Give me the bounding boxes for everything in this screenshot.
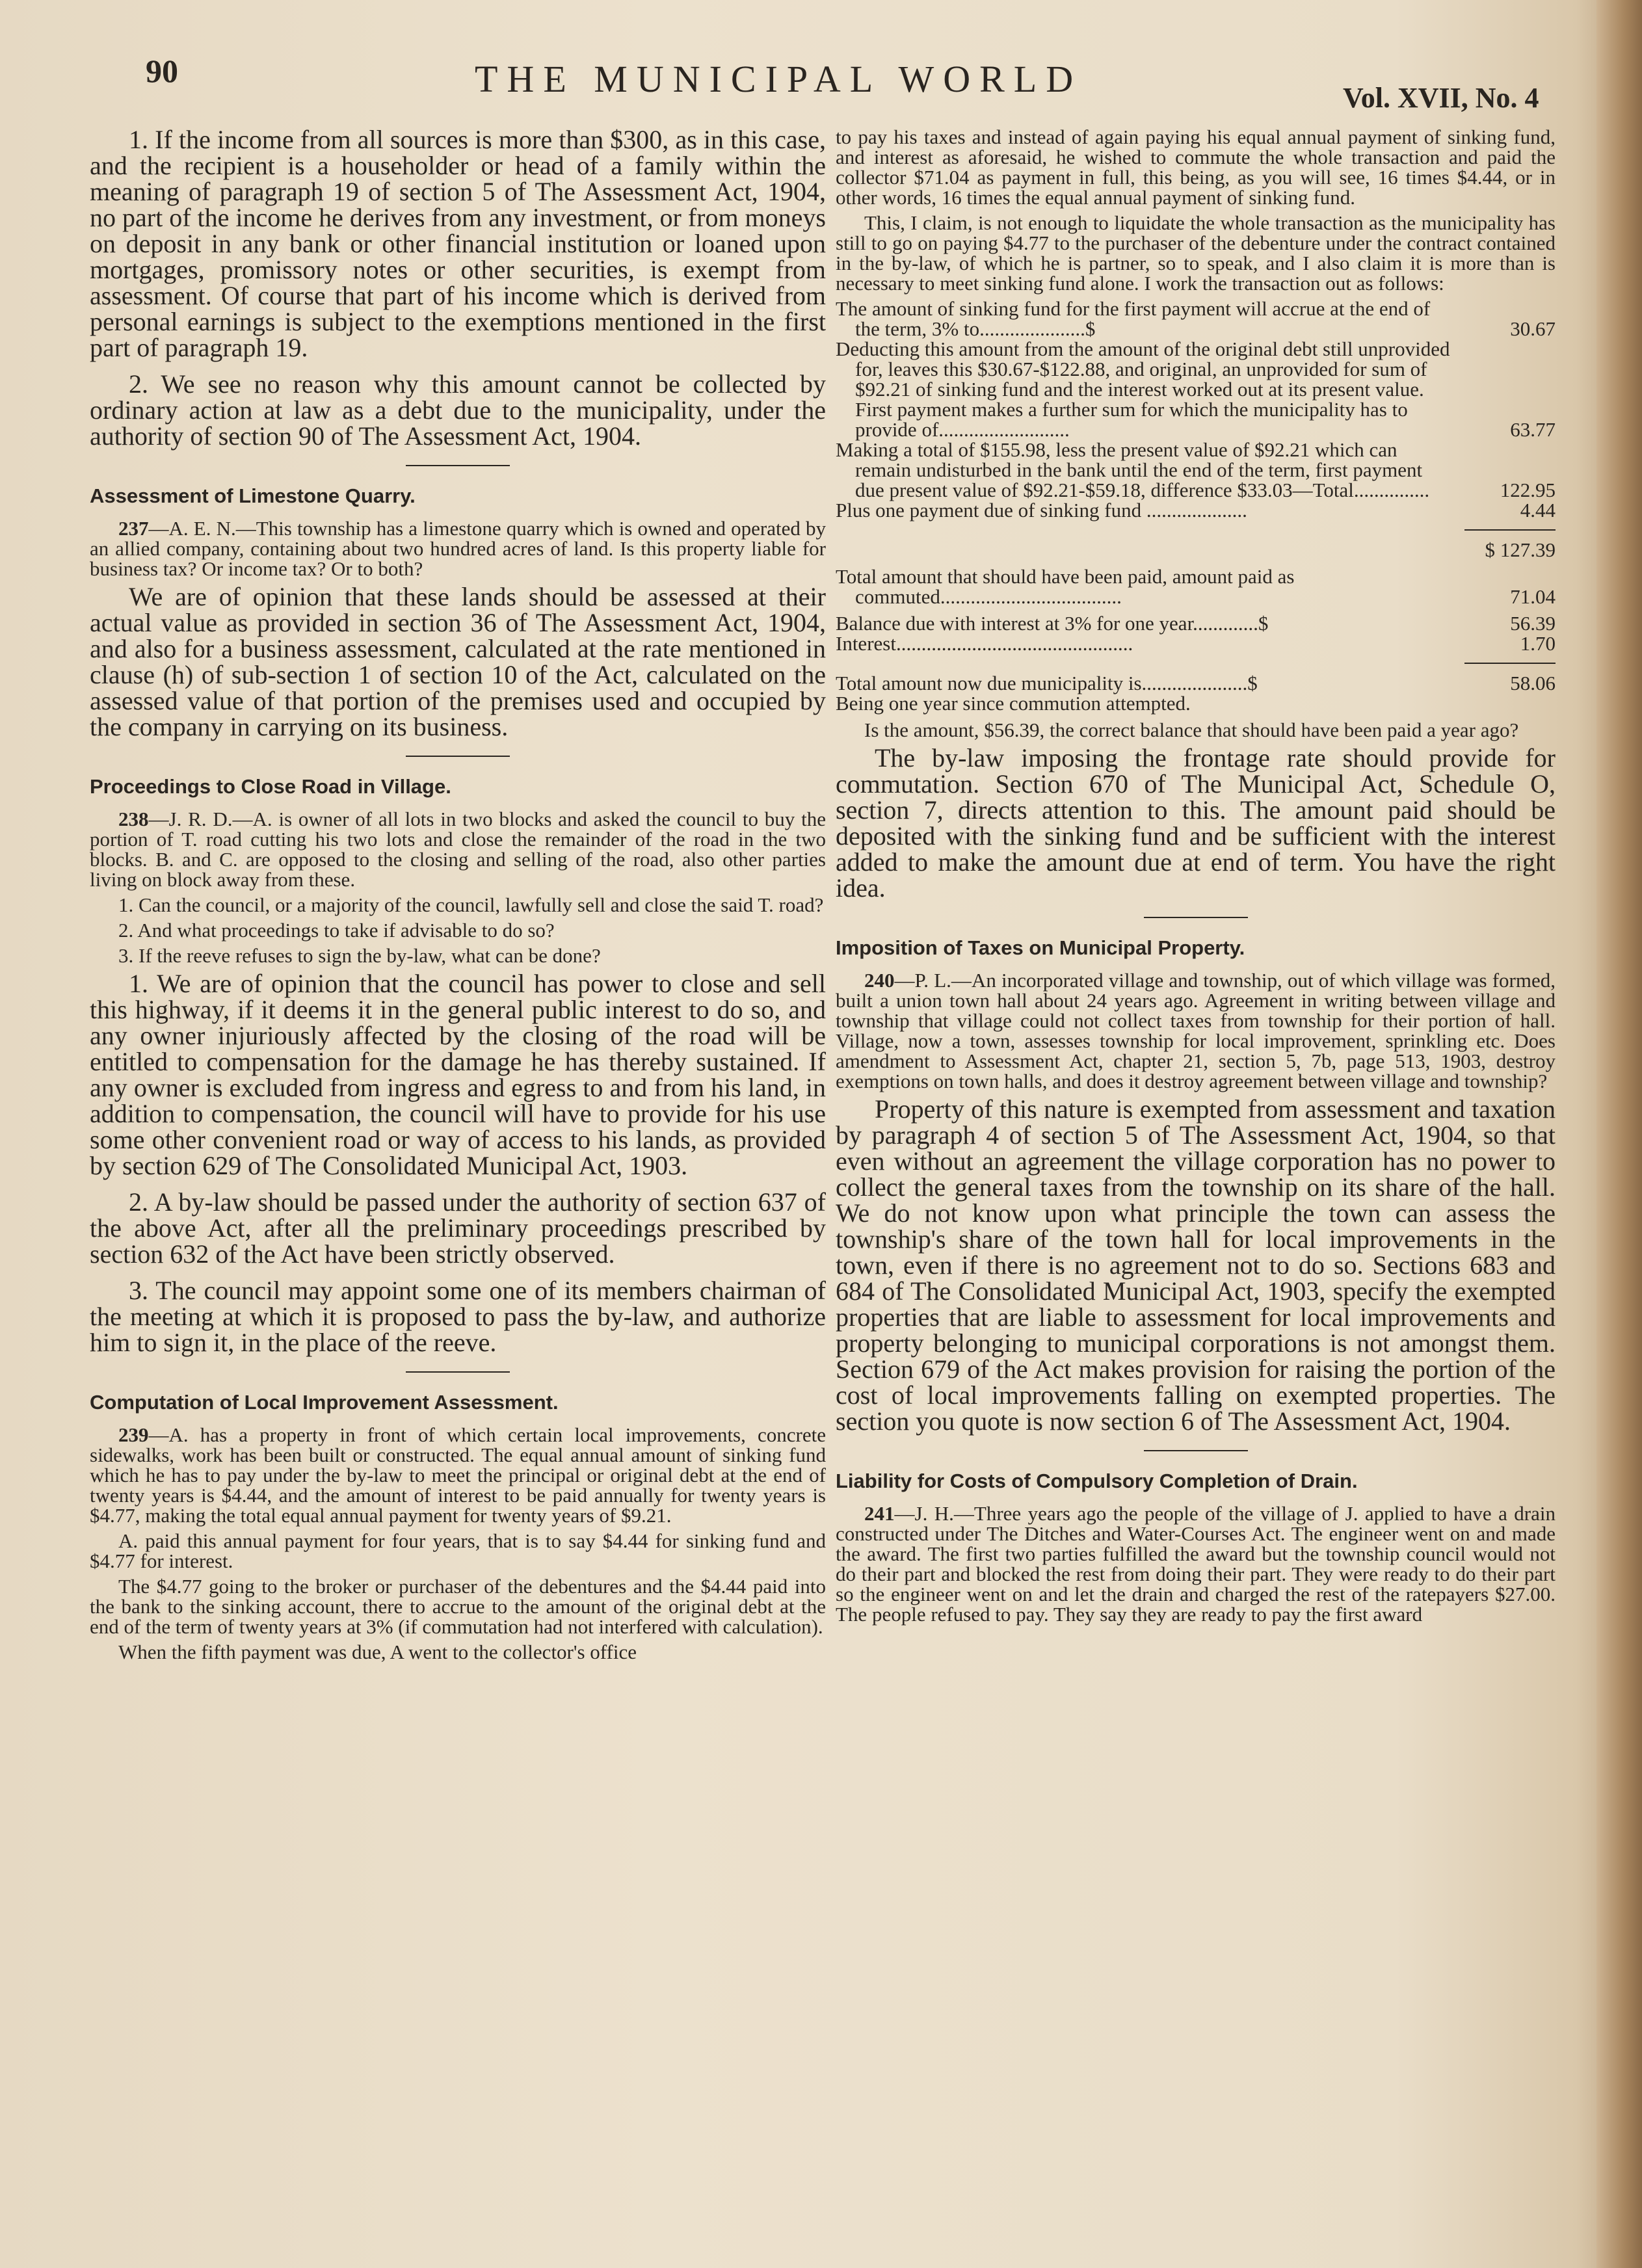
question-number: 239 [118, 1423, 149, 1446]
question-number: 240 [864, 969, 895, 992]
calc-row [836, 298, 1556, 339]
calc-row [836, 633, 1556, 653]
question-paragraph: This, I claim, is not enough to liquidate the whole transaction as the municipality has still to go on paying $4.77 to the purchaser of the debenture under the contract contained in the by-law, of which he is partner, so to speak, and I also claim it is more than is necessary to meet sinking fund alone. I work the transaction out as follows: [836, 211, 1556, 295]
calc-row [836, 339, 1556, 440]
page-number: 90 [146, 53, 178, 89]
answer-paragraph: 1. We are of opinion that the council has power to close and sell this highway, if it deems it in the general public interest to do so, and any owner injuriously affected by the closing of the road will be entitled to compensation for the damage he has thereby sustained. If any owner is excluded from ingress and egress to and from his land, in addition to compensation, the council will have to provide for his use some other convenient road or way of access to his lands, as provided by section 629 of The Consolidated Municipal Act, 1903. [90, 969, 826, 1180]
calc-label: The amount of sinking fund for the first payment will accrue at the end of the term, 3% to.....................$ [836, 297, 1431, 340]
section-heading: Liability for Costs of Compulsory Completion of Drain. [836, 1470, 1358, 1492]
section-divider [1144, 1450, 1248, 1451]
section-heading: Assessment of Limestone Quarry. [90, 484, 416, 507]
calculation-table [836, 298, 1556, 713]
calc-row [836, 500, 1556, 520]
calc-amount: 63.77 [1510, 418, 1556, 441]
calc-label: Plus one payment due of sinking fund .................... [836, 499, 1247, 521]
question-paragraph: to pay his taxes and instead of again paying his equal annual payment of sinking fund, and interest as aforesaid, he wished to commute the whole transaction and paid the collector $71.04 as payment in full, this being, as you will see, 16 times $4.44, or in other words, 16 times the equal annual payment of sinking fund. [836, 125, 1556, 209]
journal-title: THE MUNICIPAL WORLD [475, 58, 1083, 100]
answer-paragraph: Property of this nature is exempted from assessment and taxation by paragraph 4 of section 5 of The Assessment Act, 1904, so that even without an agreement the village corporation has no power to collect the general taxes from the township on its share of the hall. We do not know upon what principle the town can assess the township's share of the town hall for local improvements in the town, even if there is no agreement not to do so. Sections 683 and 684 of The Consolidated Municipal Act, 1903, specify the exempted properties that are liable to assessment for local improvements and property belonging to municipal corporations is not amongst them. Section 679 of the Act makes provision for raising the portion of the cost of local improvements falling on exempted properties. The section you quote is now section 6 of The Assessment Act, 1904. [836, 1094, 1556, 1436]
question-paragraph: When the fifth payment was due, A went to the collector's office [118, 1641, 637, 1663]
question-text: —P. L.—An incorporated village and township, out of which village was formed, built a union town hall about 24 years ago. Agreement in writing between village and township that village could not collect taxes from township for their portion of hall. Village, now a town, assesses township for local improvement, sprinkling etc. Does amendment to Assessment Act, chapter 21, section 5, 7b, page 513, 1903, destroy exemptions on town halls, and does it destroy agreement between village and township? [836, 969, 1556, 1092]
calc-amount: 1.70 [1520, 632, 1556, 655]
question-paragraph [90, 1425, 826, 1525]
calc-amount: $ 127.39 [1485, 538, 1556, 561]
question-item: 3. If the reeve refuses to sign the by-law, what can be done? [118, 944, 601, 967]
question-paragraph: Is the amount, $56.39, the correct balance that should have been paid a year ago? [864, 719, 1519, 741]
total-rule [1464, 529, 1556, 531]
answer-paragraph: We are of opinion that these lands should be assessed at their actual value as provided in section 36 of The Assessment Act, 1904, and also for a business assessment, calculated at the rate mentioned in clause (h) of sub-section 1 of section 10 of the Act, calculated on the assessed value of that portion of the premises used and occupied by the company in carrying on its business. [90, 582, 826, 741]
left-column [90, 127, 826, 1667]
calc-amount: 30.67 [1510, 317, 1556, 340]
question-text: —A. has a property in front of which certain local improvements, concrete sidewalks, work has been built or constructed. The equal annual amount of sinking fund which he has to pay under the by-law to meet the principal or original debt at the end of twenty years is $4.44, and the amount of interest to be paid annually for twenty years is $4.77, making the total equal annual payment for twenty years of $9.21. [90, 1423, 826, 1527]
calc-label: Total amount now due municipality is.....................$ [836, 672, 1258, 694]
question-item: 2. And what proceedings to take if advisable to do so? [118, 919, 555, 942]
question-paragraph: A. paid this annual payment for four years, that is to say $4.44 for sinking fund and $4.77 for interest. [90, 1529, 826, 1572]
answer-paragraph: The by-law imposing the frontage rate should provide for commutation. Section 670 of The Municipal Act, Schedule O, section 7, directs attention to this. The amount paid should be deposited with the sinking fund and be sufficient with the interest added to make the amount due at end of term. You have the right idea. [836, 743, 1556, 903]
calc-amount: 56.39 [1510, 612, 1556, 635]
section-divider [406, 1371, 510, 1373]
calc-row [836, 673, 1556, 693]
section-heading: Computation of Local Improvement Assessment. [90, 1391, 559, 1414]
calc-amount: 71.04 [1510, 585, 1556, 608]
calc-label: Making a total of $155.98, less the present value of $92.21 which can remain undisturbed in the bank until the end of the term, first payment due present value of $92.21-$59.18, difference $33.03—Total............... [836, 438, 1430, 501]
question-text: —A. E. N.—This township has a limestone quarry which is owned and operated by an allied company, containing about two hundred acres of land. Is this property liable for business tax? Or income tax? Or to both? [90, 517, 826, 580]
right-column [836, 127, 1556, 1629]
calc-label: Total amount that should have been paid, amount paid as commuted.................................... [836, 565, 1295, 608]
calc-row [836, 566, 1556, 607]
section-divider [406, 756, 510, 757]
answer-paragraph: 2. We see no reason why this amount cannot be collected by ordinary action at law as a debt due to the municipality, under the authority of section 90 of The Assessment Act, 1904. [90, 369, 826, 451]
calc-row [836, 540, 1556, 560]
page-edge-shadow [1596, 0, 1642, 2268]
question-number: 238 [118, 808, 149, 830]
calc-row [836, 613, 1556, 633]
calc-amount: 58.06 [1510, 672, 1556, 694]
answer-paragraph: 1. If the income from all sources is more than $300, as in this case, and the recipient is a householder or head of a family within the meaning of paragraph 19 of section 5 of The Assessment Act, 1904, no part of the income he derives from any investment, or from moneys on deposit in any bank or other financial institution or loaned upon mortgages, promissory notes or other securities, is exempt from assessment. Of course that part of his income which is derived from personal earnings is subject to the exemptions mentioned in the first part of paragraph 19. [90, 125, 826, 362]
calc-label: Balance due with interest at 3% for one year.............$ [836, 612, 1269, 635]
answer-paragraph: 2. A by-law should be passed under the authority of section 637 of the above Act, after all the preliminary proceedings prescribed by section 632 of the Act have been strictly observed. [90, 1187, 826, 1269]
calc-label: Interest............................................... [836, 632, 1133, 655]
calc-row [836, 693, 1556, 713]
calc-amount: 122.95 [1500, 479, 1556, 501]
calc-label: Being one year since commution attempted. [836, 692, 1191, 715]
answer-paragraph: 3. The council may appoint some one of its members chairman of the meeting at which it is proposed to pass the by-law, and authorize him to sign it, in the place of the reeve. [90, 1276, 826, 1357]
question-paragraph [836, 1503, 1556, 1624]
total-rule [1464, 663, 1556, 664]
question-text: —J. H.—Three years ago the people of the village of J. applied to have a drain constructed under The Ditches and Water-Courses Act. The engineer went on and made the award. The first two parties fulfilled the award but the township council would not do their part and blocked the rest from doing their part. They were ready to do their part so the engineer went on and let the drain and charged the rest of the ratepayers $27.00. The people refused to pay. They say they are ready to pay the first award [836, 1502, 1556, 1626]
section-divider [406, 465, 510, 466]
section-heading: Imposition of Taxes on Municipal Property. [836, 936, 1245, 959]
question-paragraph: The $4.77 going to the broker or purchaser of the debentures and the $4.44 paid into the bank to the sinking account, there to accrue to the amount of the original debt at the end of the term of twenty years at 3% (if commutation had not interfered with calculation). [90, 1575, 826, 1638]
question-number: 237 [118, 517, 149, 540]
page-header [0, 46, 1642, 114]
question-number: 241 [864, 1502, 895, 1525]
question-paragraph [90, 809, 826, 890]
volume-label: Vol. XVII, No. 4 [1343, 82, 1539, 114]
calc-amount: 4.44 [1520, 499, 1556, 521]
question-text: —J. R. D.—A. is owner of all lots in two blocks and asked the council to buy the portion of T. road cutting his two lots and close the remainder of the road in the two blocks. B. and C. are opposed to the closing and selling of the road, also other parties living on block away from these. [90, 808, 826, 891]
section-divider [1144, 917, 1248, 918]
section-heading: Proceedings to Close Road in Village. [90, 775, 451, 798]
calc-label: Deducting this amount from the amount of the original debt still unprovided for, leaves this $30.67-$122.88, and original, an unprovided for sum of $92.21 of sinking fund and the interest worked out at its present value. First payment makes a further sum for which the municipality has to provide of.......................... [836, 337, 1450, 441]
question-paragraph [836, 970, 1556, 1091]
question-item: 1. Can the council, or a majority of the council, lawfully sell and close the said T. road? [118, 893, 824, 916]
calc-row [836, 440, 1556, 500]
question-paragraph [90, 518, 826, 579]
